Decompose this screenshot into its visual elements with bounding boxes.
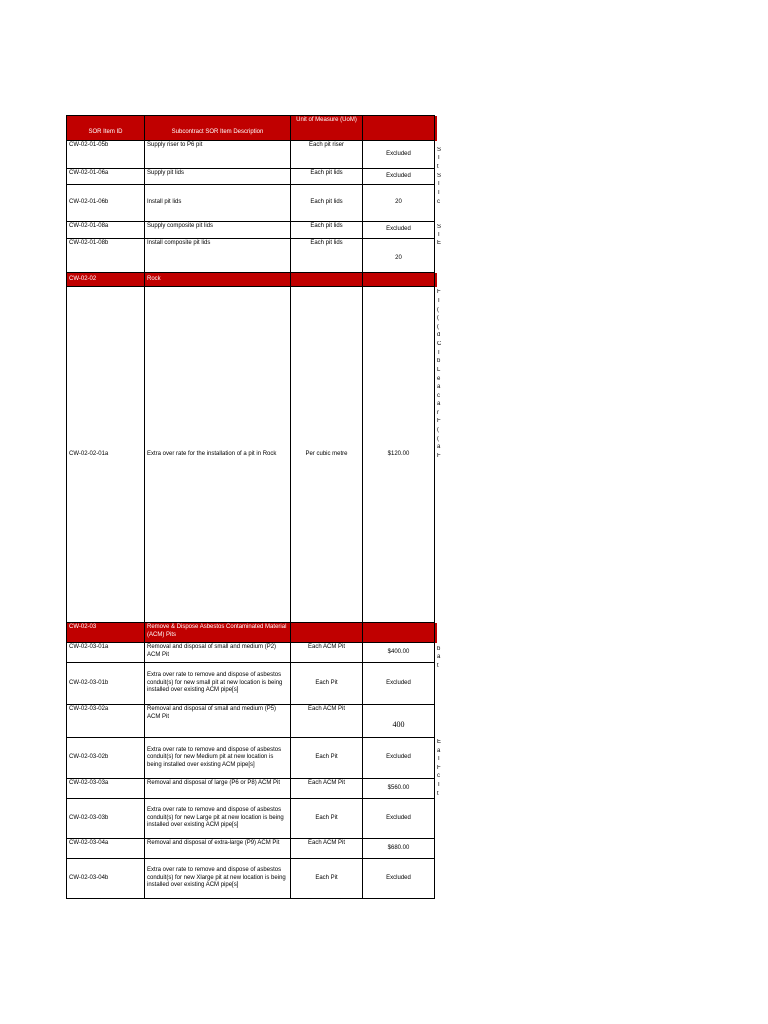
item-id: CW-02-02-01a [67, 287, 145, 623]
clipped-letter: T [437, 190, 441, 196]
clipped-letter: t [437, 663, 439, 669]
clipped-letter: E [437, 240, 442, 246]
item-uom: Per cubic metre [291, 287, 363, 623]
item-uom: Each pit lids [291, 169, 363, 185]
item-id: CW-02-03-04b [67, 859, 145, 899]
item-price: Excluded [363, 222, 435, 239]
item-description: Removal and disposal of small and medium (P5) ACM Pit [145, 705, 291, 738]
clipped-letter: a [437, 384, 441, 390]
item-description: Extra over rate to remove and dispose of asbestos conduit(s) for new Xlarge pit at new location is being installed over existing ACM pipe[s] [145, 859, 291, 899]
item-uom: Each Pit [291, 799, 363, 839]
clipped-letter: a [437, 654, 441, 660]
clipped-letter: T [437, 756, 441, 762]
clipped-letter: e [437, 376, 441, 382]
clipped-letter: T [437, 298, 441, 304]
item-id: CW-02-03-04a [67, 839, 145, 859]
item-uom: Each ACM Pit [291, 643, 363, 663]
clipped-letter: L [437, 367, 441, 373]
section-title: Remove & Dispose Asbestos Contaminated Material (ACM) Pits [145, 623, 291, 643]
item-uom: Each pit lids [291, 222, 363, 239]
item-id: CW-02-01-05b [67, 141, 145, 169]
clipped-letter: T [437, 181, 441, 187]
item-price: $400.00 [363, 643, 435, 663]
table-row [67, 287, 437, 623]
item-description: Extra over rate to remove and dispose of asbestos conduit(s) for new Medium pit at new location is being installed over existing ACM pipe[s] [145, 738, 291, 779]
item-id: CW-02-03-02b [67, 738, 145, 779]
clipped-letter: a [437, 401, 441, 407]
item-price: 400 [363, 705, 435, 738]
table-row [67, 738, 437, 779]
clipped-letter: a [437, 748, 441, 754]
table-row [67, 185, 437, 222]
header-item-id: SOR Item ID [67, 116, 145, 141]
clipped-letter: b [437, 646, 441, 652]
item-price: $560.00 [363, 779, 435, 799]
header-uom: Unit of Measure (UoM) [291, 116, 363, 141]
clipped-letter: t [437, 164, 439, 170]
item-uom: Each Pit [291, 663, 363, 705]
item-uom: Each ACM Pit [291, 705, 363, 738]
item-uom: Each pit lids [291, 239, 363, 273]
clipped-letter: c [437, 773, 440, 779]
section-row [67, 623, 437, 643]
sor-table [66, 115, 437, 899]
clipped-letter: a [437, 444, 441, 450]
item-price: Excluded [363, 859, 435, 899]
item-price: Excluded [363, 799, 435, 839]
item-price: Excluded [363, 141, 435, 169]
item-uom: Each Pit [291, 738, 363, 779]
item-price: 20 [363, 239, 435, 273]
item-description: Removal and disposal of small and medium (P2) ACM Pit [145, 643, 291, 663]
header-description: Subcontract SOR Item Description [145, 116, 291, 141]
item-uom: Each Pit [291, 859, 363, 899]
clipped-letter: r [437, 410, 439, 416]
item-price: $120.00 [363, 287, 435, 623]
clipped-letter: T [437, 782, 441, 788]
table-row [67, 859, 437, 899]
clipped-letter: ( [437, 307, 439, 313]
item-uom: Each ACM Pit [291, 839, 363, 859]
clipped-letter: t [437, 791, 439, 797]
header-edge [435, 116, 437, 141]
clipped-letter: F [437, 289, 441, 295]
item-price: 20 [363, 185, 435, 222]
table-row [67, 839, 437, 859]
clipped-letter: T [437, 155, 441, 161]
item-id: CW-02-03-01a [67, 643, 145, 663]
table-row [67, 705, 437, 738]
clipped-letter: T [437, 350, 441, 356]
clipped-letter: S [437, 173, 442, 179]
item-description: Extra over rate to remove and dispose of asbestos conduit(s) for new small pit at new location is being installed over existing ACM pipe[s] [145, 663, 291, 705]
section-id: CW-02-02 [67, 273, 145, 287]
clipped-letter: F [437, 418, 441, 424]
clipped-letter: C [437, 341, 442, 347]
clipped-letter: c [437, 199, 440, 205]
item-price: Excluded [363, 738, 435, 779]
item-description: Removal and disposal of large (P6 or P8) ACM Pit [145, 779, 291, 799]
clipped-letter: ( [437, 315, 439, 321]
clipped-letter: ( [437, 324, 439, 330]
table-row [67, 799, 437, 839]
table-row [67, 141, 437, 169]
item-uom: Each pit lids [291, 185, 363, 222]
clipped-letter: F [437, 765, 441, 771]
clipped-letter: d [437, 332, 441, 338]
item-price: Excluded [363, 663, 435, 705]
item-id: CW-02-01-08b [67, 239, 145, 273]
item-id: CW-02-03-02a [67, 705, 145, 738]
section-title: Rock [145, 273, 291, 287]
header-row [67, 116, 437, 141]
item-price: $680.00 [363, 839, 435, 859]
item-id: CW-02-03-03a [67, 779, 145, 799]
item-uom: Each ACM Pit [291, 779, 363, 799]
item-id: CW-02-01-06a [67, 169, 145, 185]
item-description: Supply riser to P6 pit [145, 141, 291, 169]
item-description: Extra over rate for the installation of a pit in Rock [145, 287, 291, 623]
table-row [67, 643, 437, 663]
table-row [67, 222, 437, 239]
item-id: CW-02-03-03b [67, 799, 145, 839]
item-price: Excluded [363, 169, 435, 185]
section-id: CW-02-03 [67, 623, 145, 643]
clipped-letter: S [437, 224, 442, 230]
item-description: Extra over rate to remove and dispose of asbestos conduit(s) for new Large pit at new location is being installed over existing ACM pipe[s] [145, 799, 291, 839]
section-row [67, 273, 437, 287]
clipped-letter: ( [437, 427, 439, 433]
item-description: Install pit lids [145, 185, 291, 222]
clipped-letter: c [437, 393, 440, 399]
item-id: CW-02-01-08a [67, 222, 145, 239]
table-row [67, 239, 437, 273]
item-description: Supply pit lids [145, 169, 291, 185]
item-id: CW-02-03-01b [67, 663, 145, 705]
table-row [67, 663, 437, 705]
item-uom: Each pit riser [291, 141, 363, 169]
item-description: Install composite pit lids [145, 239, 291, 273]
item-description: Supply composite pit lids [145, 222, 291, 239]
header-price [363, 116, 435, 141]
clipped-letter: S [437, 147, 442, 153]
table-row [67, 779, 437, 799]
clipped-letter: F [437, 453, 441, 459]
item-description: Removal and disposal of extra-large (P9) ACM Pit [145, 839, 291, 859]
table-row [67, 169, 437, 185]
clipped-letter: T [437, 232, 441, 238]
clipped-letter: ( [437, 436, 439, 442]
item-id: CW-02-01-06b [67, 185, 145, 222]
sor-table-container [66, 115, 436, 899]
clipped-letter: b [437, 358, 441, 364]
clipped-letter: E [437, 739, 442, 745]
